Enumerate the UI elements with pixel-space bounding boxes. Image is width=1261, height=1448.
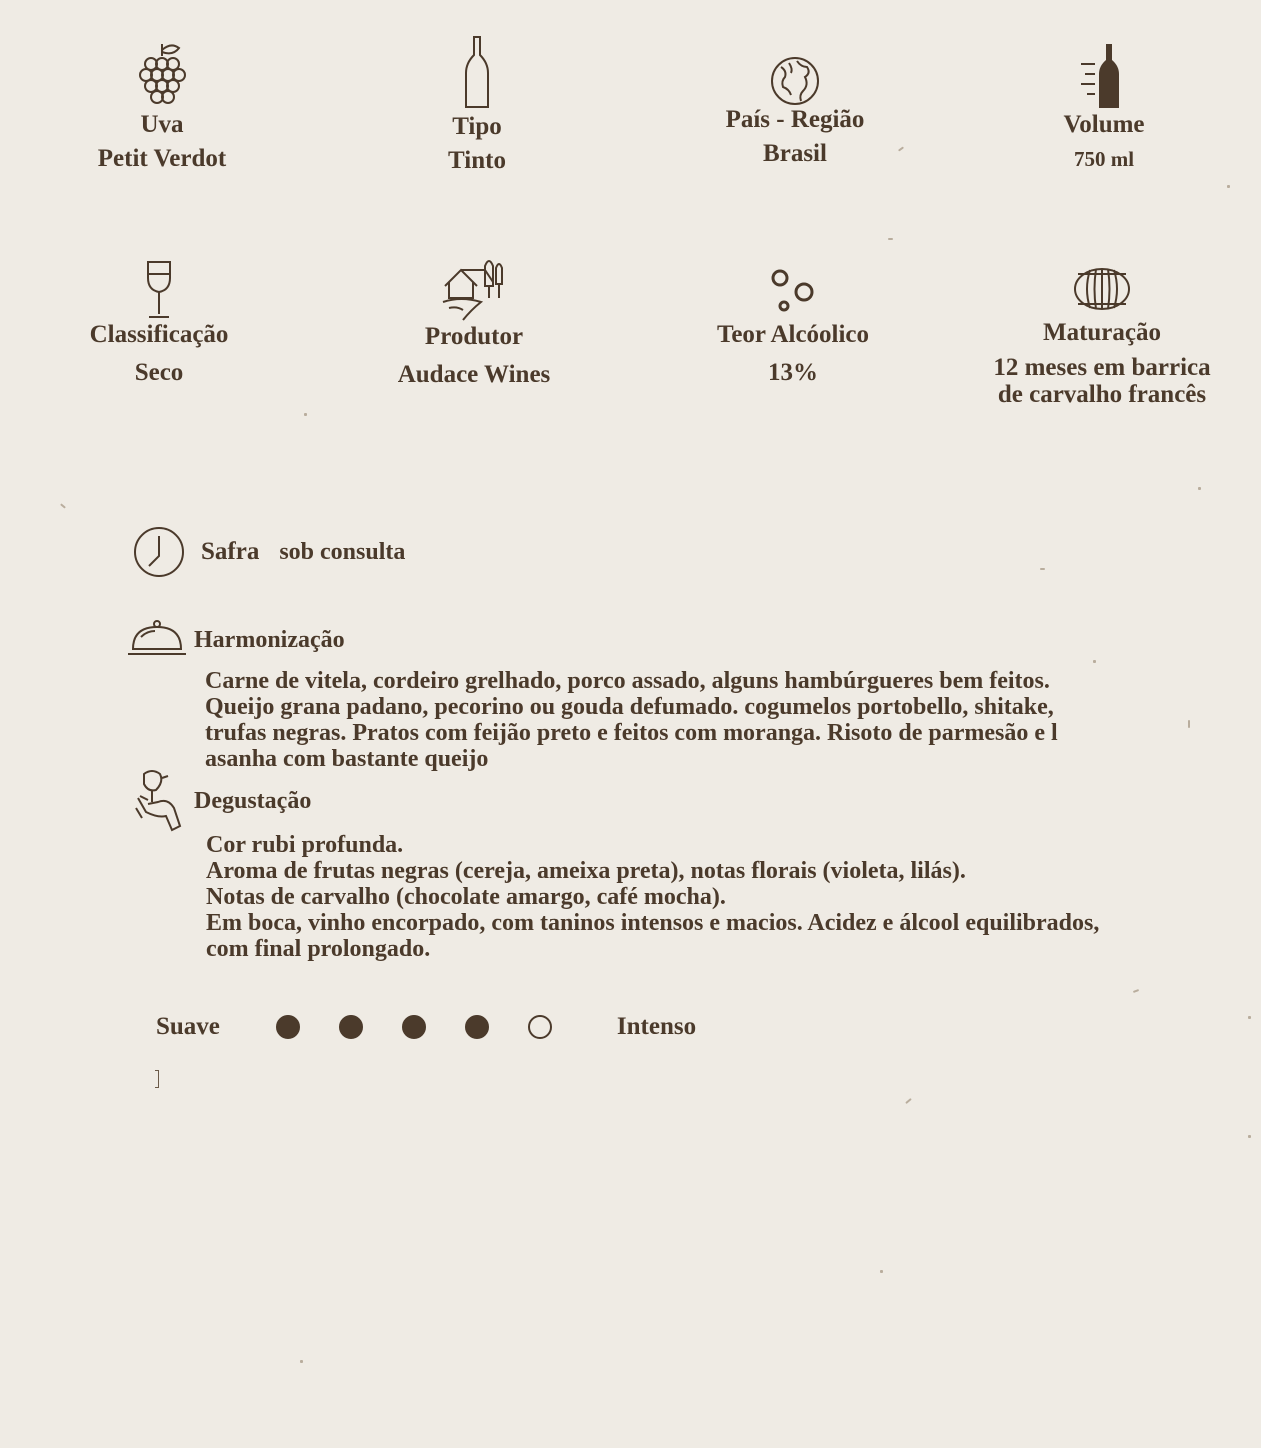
spec-pais (665, 55, 925, 171)
bottle-outline-icon (464, 35, 490, 110)
vineyard-icon (441, 258, 507, 322)
spec-label: Maturação (1042, 319, 1162, 346)
globe-icon (769, 55, 821, 107)
intensity-dots (257, 1015, 572, 1039)
paper-speck (880, 1270, 883, 1273)
spec-label: Classificação (89, 321, 229, 348)
spec-value: Tinto (448, 147, 506, 174)
harmonizacao-title: Harmonização (194, 627, 345, 653)
spec-tipo (347, 35, 607, 178)
spec-label: Uva (140, 111, 184, 138)
intensity-dot-empty (528, 1015, 552, 1039)
spec-teor (663, 268, 923, 390)
spec-produtor (344, 258, 604, 392)
spec-value: 13% (768, 359, 818, 386)
spec-value-line2: de carvalho francês (997, 381, 1207, 408)
spec-uva (32, 40, 292, 176)
paper-speck (1248, 1016, 1251, 1019)
spec-label: Produtor (424, 323, 524, 350)
spec-label: Tipo (452, 113, 502, 140)
safra-row (133, 526, 405, 578)
paper-speck (60, 503, 66, 508)
bubbles-icon (770, 268, 816, 314)
small-bracket-mark (155, 1070, 159, 1088)
spec-value: Petit Verdot (97, 145, 227, 172)
paper-speck (905, 1098, 912, 1104)
tasting-icon (134, 768, 182, 836)
spec-value-line1: 12 meses em barrica (993, 354, 1211, 381)
paper-speck (304, 413, 307, 416)
spec-label: Teor Alcóolico (716, 321, 870, 348)
intensity-dot-filled (276, 1015, 300, 1039)
spec-value: Brasil (763, 140, 827, 167)
spec-label: Volume (1063, 111, 1145, 138)
degustacao-text: Cor rubi profunda. Aroma de frutas negras (cereja, ameixa preta), notas florais (violeta, lilás). Notas de carvalho (chocolate amargo, café mocha). Em boca, vinho encorpado, com taninos intensos e macios. Acidez e álcool equilibrados, com final prolongado. (206, 832, 1100, 962)
grape-icon (137, 40, 187, 110)
spec-volume (974, 42, 1234, 176)
harmonizacao-text: Carne de vitela, cordeiro grelhado, porco assado, alguns hambúrgueres bem feitos. Queijo grana padano, pecorino ou gouda defumado. cogumelos portobello, shitake, trufas negras. Pratos com feijão preto e feitos com moranga. Risoto de parmesão e l asanha com bastante queijo (205, 668, 1058, 772)
spec-label: País - Região (725, 106, 865, 133)
safra-label: Safra (201, 538, 260, 565)
wine-glass-icon (144, 260, 174, 320)
cloche-icon (127, 619, 187, 657)
paper-speck (1198, 487, 1201, 490)
barrel-icon (1072, 266, 1132, 312)
spec-value: 750 ml (1073, 147, 1135, 171)
intensity-min-label: Suave (156, 1013, 220, 1040)
clock-icon (133, 526, 185, 578)
paper-speck (1093, 660, 1096, 663)
intensity-max-label: Intenso (616, 1013, 697, 1040)
paper-speck (888, 238, 893, 240)
spec-value: Audace Wines (397, 361, 551, 388)
intensity-dot-filled (465, 1015, 489, 1039)
bottle-icon (1079, 42, 1129, 110)
paper-speck (1188, 720, 1190, 728)
paper-speck (300, 1360, 303, 1363)
spec-maturacao (972, 266, 1232, 408)
intensity-scale (156, 1008, 696, 1046)
paper-speck (1227, 185, 1230, 188)
spec-value: Seco (134, 359, 184, 386)
paper-speck (1040, 568, 1045, 570)
spec-classificacao (29, 260, 289, 390)
degustacao-title: Degustação (194, 788, 312, 814)
intensity-dot-filled (339, 1015, 363, 1039)
safra-value: sob consulta (279, 538, 406, 565)
paper-speck (1248, 1135, 1251, 1138)
paper-speck (1133, 989, 1139, 993)
intensity-dot-filled (402, 1015, 426, 1039)
